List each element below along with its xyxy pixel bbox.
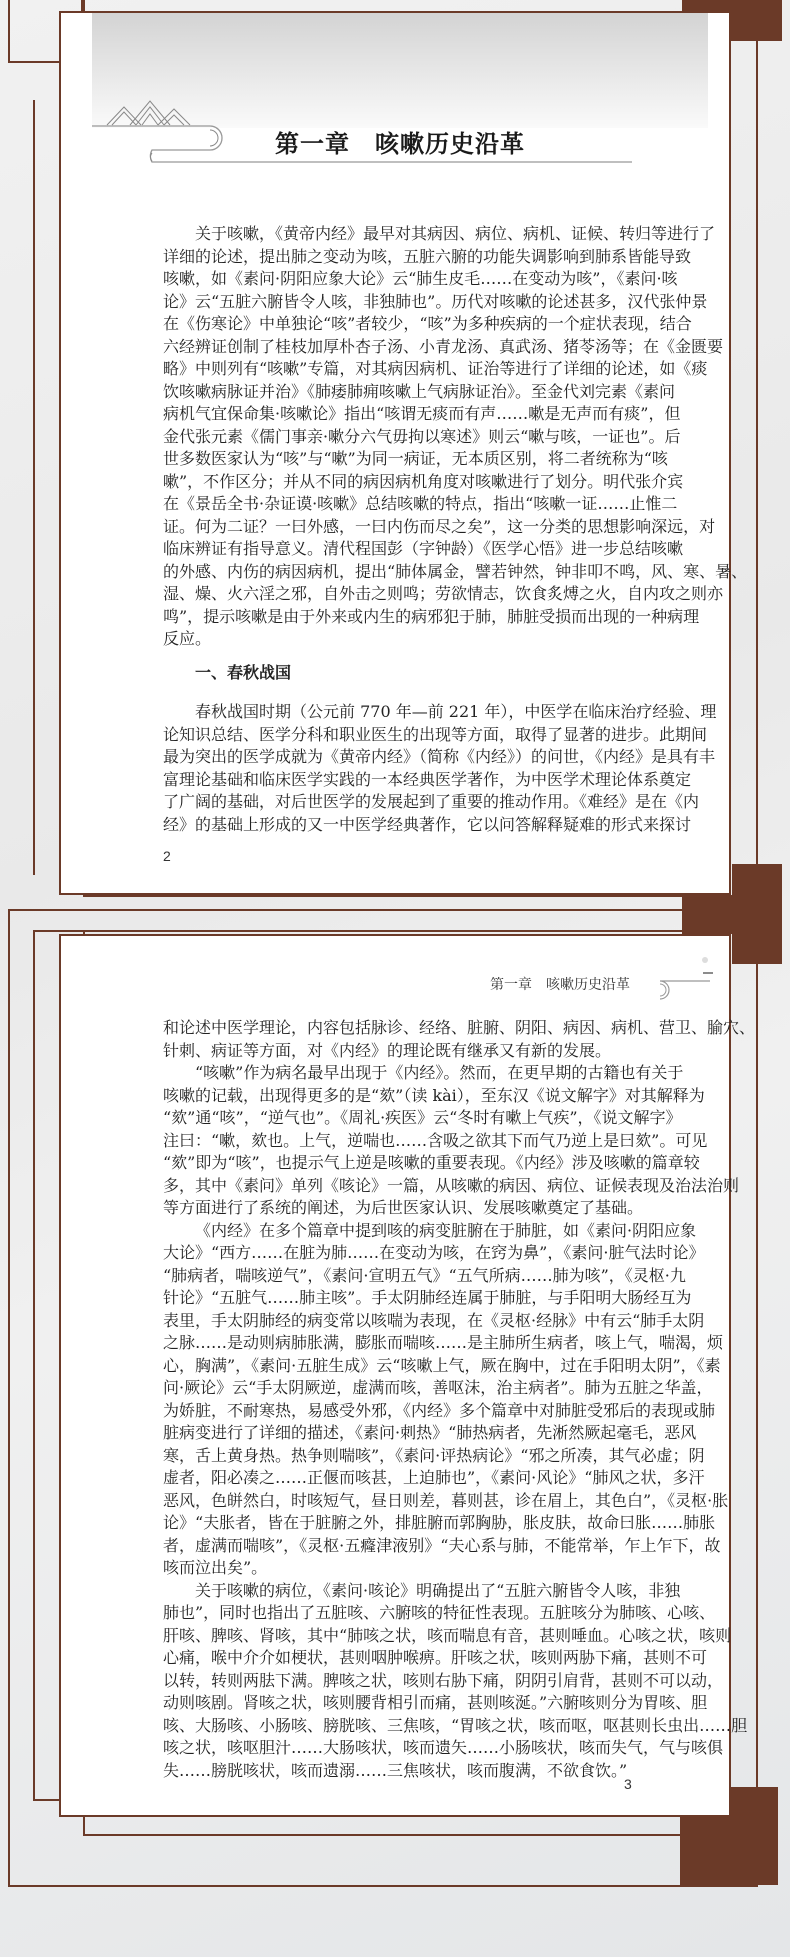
text-line: 《内经》在多个篇章中提到咳的病变脏腑在于肺脏，如《素问·阴阳应象 (195, 1220, 697, 1240)
text-line: “咳嗽”作为病名最早出现于《内经》。然而，在更早期的古籍也有关于 (195, 1063, 684, 1082)
text-line: 失……膀胱咳状，咳而遗溺……三焦咳状，咳而腹满，不欲食饮。” (163, 1760, 628, 1780)
paragraph (163, 1017, 756, 1062)
text-line: 肺也”，同时也指出了五脏咳、六腑咳的特征性表现。五脏咳分为肺咳、心咳、 (163, 1603, 716, 1622)
text-line: 咳而泣出矣”。 (163, 1558, 268, 1577)
paragraph (163, 1220, 729, 1580)
paragraph (163, 1062, 740, 1220)
text-line: 等方面进行了系统的阐述，为后世医家认识、发展咳嗽奠定了基础。 (163, 1198, 644, 1217)
text-line: 动则咳剧。肾咳之状，咳则腰背相引而痛，甚则咳涎。”六腑咳则分为胃咳、胆 (163, 1693, 708, 1712)
text-line: 问·厥论》云“手太阴厥逆，虚满而咳，善呕沫，治主病者”。肺为五脏之华盖， (163, 1378, 713, 1397)
text-line: 春秋战国时期（公元前 770 年—前 221 年），中医学在临床治疗经验、理 (195, 702, 717, 721)
section-heading: 一、春秋战国 (195, 663, 292, 682)
decorative-line-left (33, 100, 35, 875)
text-line: 临床辨证有指导意义。清代程国彭（字钟龄）《医学心悟》进一步总结咳嗽 (163, 539, 684, 558)
text-line: 经》的基础上形成的又一中医学经典著作，它以问答解释疑难的形式来探讨 (163, 814, 692, 834)
text-line: 咳嗽的记载，出现得更多的是“欬”（读 kài），至东汉《说文解字》对其解释为 (163, 1085, 705, 1105)
text-line: “欬”即为“咳”，也提示气上逆是咳嗽的重要表现。《内经》涉及咳嗽的篇章较 (163, 1153, 700, 1172)
text-line: 略》中则列有“咳嗽”专篇，对其病因病机、证治等进行了详细的论述，如《痰 (163, 359, 708, 378)
text-line: 最为突出的医学成就为《黄帝内经》（简称《内经》）的问世，《内经》是具有丰 (163, 747, 716, 766)
text-line: 针论》“五脏气……肺主咳”。手太阴肺经连属于肺脏，与手阳明大肠经互为 (163, 1288, 692, 1307)
text-line: 恶风，色皏然白，时咳短气，昼日则差，暮则甚，诊在眉上，其色白”，《灵枢·胀 (163, 1490, 729, 1510)
paragraph-intro (163, 223, 748, 651)
text-line: 富理论基础和临床医学实践的一本经典医学著作，为中医学术理论体系奠定 (163, 769, 692, 789)
text-line: 证。何为二证？一曰外感，一曰内伤而尽之矣”，这一分类的思想影响深远，对 (163, 516, 716, 536)
text-line: 以转，转则两胠下满。脾咳之状，咳则右胁下痛，阴阴引肩背，甚则不可以动， (163, 1670, 724, 1690)
text-line: 咳、大肠咳、小肠咳、膀胱咳、三焦咳，“胃咳之状，咳而呕，呕甚则长虫出……胆 (163, 1715, 748, 1735)
text-line: 咳嗽，如《素问·阴阳应象大论》云“肺生皮毛……在变动为咳”，《素问·咳 (163, 269, 678, 288)
text-line: 论》“夫胀者，皆在于脏腑之外，排脏腑而郭胸胁，胀皮肤，故命曰胀……肺胀 (163, 1513, 716, 1532)
text-line: 之脉……是动则病肺胀满，膨胀而喘咳……是主肺所生病者，咳上气，喘渴，烦 (163, 1333, 724, 1352)
page-number: 2 (163, 848, 171, 864)
text-line: 针刺、病证等方面，对《内经》的理论既有继承又有新的发展。 (163, 1040, 612, 1060)
text-line: 心，胸满”，《素问·五脏生成》云“咳嗽上气，厥在胸中，过在手阳明太阴”，《素 (163, 1355, 721, 1375)
text-line: 论知识总结、医学分科和职业医生的出现等方面，取得了显著的进步。此期间 (163, 724, 708, 744)
scroll-ornament-header (220, 952, 720, 1002)
text-line: 注曰：“嗽，欬也。上气，逆喘也……含吸之欲其下而气乃逆上是曰欬”。可见 (163, 1130, 708, 1150)
text-line: 为娇脏，不耐寒热，易感受外邪，《内经》多个篇章中对肺脏受邪后的表现或肺 (163, 1400, 716, 1420)
text-line: 嗽”，不作区分；并从不同的病因病机角度对咳嗽进行了划分。明代张介宾 (163, 471, 684, 491)
text-line: 在《景岳全书·杂证谟·咳嗽》总结咳嗽的特点，指出“咳嗽一证……止惟二 (163, 494, 678, 513)
text-line: 世多数医家认为“咳”与“嗽”为同一病证，无本质区别，将二者统称为“咳 (163, 449, 668, 468)
text-line: 大论》“西方……在脏为肺……在变动为咳，在窍为鼻”，《素问·脏气法时论》 (163, 1243, 705, 1262)
text-line: 鸣”，提示咳嗽是由于外来或内生的病邪犯于肺，肺脏受损而出现的一种病理 (163, 606, 700, 626)
text-line: 金代张元素《儒门事亲·嗽分六气毋拘以寒述》则云“嗽与咳，一证也”。后 (163, 426, 681, 446)
text-line: 详细的论述，提出肺之变动为咳，五脏六腑的功能失调影响到肺系皆能导致 (163, 246, 692, 266)
text-line: 关于咳嗽，《黄帝内经》最早对其病因、病位、病机、证候、转归等进行了 (195, 224, 716, 243)
text-line: 心痛，喉中介介如梗状，甚则咽肿喉痹。肝咳之状，咳则两胁下痛，甚则不可 (163, 1648, 708, 1667)
text-line: 的外感、内伤的病因病机，提出“肺体属金，譬若钟然，钟非叩不鸣，风、寒、暑、 (163, 561, 748, 581)
text-line: “欬”通“咳”，“逆气也”。《周礼·疾医》云“冬时有嗽上气疾”，《说文解字》 (163, 1108, 682, 1127)
text-line: 在《伤寒论》中单独论“咳”者较少，“咳”为多种疾病的一个症状表现，结合 (163, 314, 692, 333)
text-line: 病机气宜保命集·咳嗽论》指出“咳谓无痰而有声……嗽是无声而有痰”，但 (163, 404, 681, 423)
text-line: “肺病者，喘咳逆气”，《素问·宣明五气》“五气所病……肺为咳”，《灵枢·九 (163, 1265, 686, 1285)
page-number: 3 (624, 1776, 632, 1792)
chapter-title: 第一章 咳嗽历史沿革 (275, 129, 525, 158)
text-line: 和论述中医学理论，内容包括脉诊、经络、脏腑、阴阳、病因、病机、营卫、腧穴、 (163, 1018, 756, 1037)
text-line: 者，虚满而喘咳”，《灵枢·五癃津液别》“夫心系与肺，不能常举，乍上乍下，故 (163, 1535, 721, 1555)
paragraph-spring-autumn (163, 701, 717, 836)
text-line: 关于咳嗽的病位，《素问·咳论》明确提出了“五脏六腑皆令人咳，非独 (195, 1580, 681, 1600)
text-line: 咳之状，咳呕胆汁……大肠咳状，咳而遗矢……小肠咳状，咳而失气，气与咳俱 (163, 1738, 724, 1757)
text-line: 多，其中《素问》单列《咳论》一篇，从咳嗽的病因、病位、证候表现及治法治则 (163, 1175, 740, 1195)
decorative-block-middle-joint (682, 895, 734, 934)
paragraph (163, 1580, 748, 1783)
text-line: 虚者，阳必凑之……正偃而咳甚，上迫肺也”，《素问·风论》“肺风之状，多汗 (163, 1468, 705, 1487)
text-line: 脏病变进行了详细的描述，《素问·刺热》“肺热病者，先淅然厥起毫毛，恶风 (163, 1423, 697, 1442)
text-line: 反应。 (163, 629, 212, 648)
text-line: 饮咳嗽病脉证并治》《肺痿肺痈咳嗽上气病脉证治》。至金代刘完素《素问 (163, 381, 676, 401)
text-line: 寒，舌上黄身热。热争则喘咳”，《素问·评热病论》“邪之所凑，其气必虚；阴 (163, 1445, 705, 1465)
text-line: 了广阔的基础，对后世医学的发展起到了重要的推动作用。《难经》是在《内 (163, 792, 700, 811)
text-line: 表里，手太阴肺经的病变常以咳喘为表现，在《灵枢·经脉》中有云“肺手太阴 (163, 1310, 705, 1330)
page3-body-text (163, 1017, 756, 1782)
text-line: 湿、燥、火六淫之邪，自外击之则鸣；劳欲情志，饮食炙煿之火，自内攻之则亦 (163, 584, 724, 603)
text-line: 肝咳、脾咳、肾咳，其中“肺咳之状，咳而喘息有音，甚则唾血。心咳之状，咳则 (163, 1625, 732, 1645)
text-line: 六经辨证创制了桂枝加厚朴杏子汤、小青龙汤、真武汤、猪苓汤等；在《金匮要 (163, 336, 724, 356)
running-head: 第一章 咳嗽历史沿革 (490, 977, 630, 993)
text-line: 论》云“五脏六腑皆令人咳，非独肺也”。历代对咳嗽的论述甚多，汉代张仲景 (163, 291, 708, 311)
decorative-block-middle-right (732, 864, 782, 964)
